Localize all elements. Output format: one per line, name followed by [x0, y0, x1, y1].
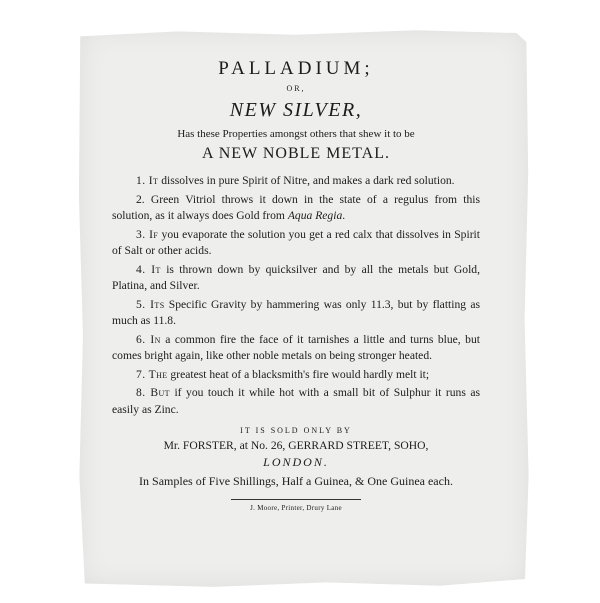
- properties-list: [112, 173, 480, 418]
- property-item: [112, 297, 480, 330]
- property-text: you evaporate the solution you get a red calx that dissolves in Spirit of Salt or other acids.: [112, 227, 481, 257]
- property-lead: 3. If: [136, 227, 159, 241]
- subtitle: NEW SILVER,: [229, 99, 363, 121]
- property-text: greatest heat of a blacksmith's fire would hardly melt it;: [167, 367, 430, 381]
- or-line: OR,: [286, 84, 306, 93]
- property-lead: 8. But: [136, 386, 170, 399]
- printer-imprint: J. Moore, Printer, Drury Lane: [250, 504, 342, 512]
- property-italic: Aqua Regia: [287, 209, 343, 222]
- property-text: Green Vitriol throws it down in the state of a regulus from this solution, as it always does Gold from: [112, 192, 480, 222]
- property-text: if you touch it while hot with a small bit of Sulphur it runs as easily as Zinc.: [112, 386, 480, 416]
- sold-by-line: IT IS SOLD ONLY BY: [240, 426, 352, 435]
- heading: A NEW NOBLE METAL.: [202, 145, 390, 162]
- intro-line: Has these Properties amongst others that shew it to be: [177, 128, 415, 140]
- property-text: Specific Gravity by hammering was only 11.3, but by flatting as much as 11.8.: [112, 297, 480, 327]
- divider: [231, 499, 361, 500]
- property-text: is thrown down by quicksilver and by all the metals but Gold, Platina, and Silver.: [112, 262, 481, 292]
- property-item: [112, 173, 480, 190]
- property-lead: 5. Its: [136, 297, 165, 311]
- property-text: a common fire the face of it tarnishes a little and turns blue, but comes bright again, like other noble metals on being stronger heated.: [112, 332, 480, 362]
- property-item: [112, 332, 480, 365]
- seller-line: Mr. FORSTER, at No. 26, GERRARD STREET, SOHO,: [163, 439, 429, 452]
- property-lead: 2.: [136, 192, 145, 206]
- property-lead: 1. It: [136, 174, 159, 187]
- property-text: dissolves in pure Spirit of Nitre, and makes a dark red solution.: [158, 174, 455, 187]
- title: PALLADIUM;: [218, 58, 374, 79]
- samples-line: In Samples of Five Shillings, Half a Guinea, & One Guinea each.: [139, 474, 453, 488]
- property-item: [112, 385, 480, 418]
- property-item: [112, 262, 480, 295]
- handbill: [112, 52, 480, 512]
- property-lead: 7. The: [136, 367, 168, 381]
- property-lead: 6. In: [136, 332, 161, 346]
- property-lead: 4. It: [136, 262, 161, 276]
- property-item: [112, 227, 480, 260]
- property-item: [112, 367, 480, 384]
- property-item: [112, 192, 480, 225]
- city-line: LONDON.: [263, 455, 329, 469]
- property-end: .: [342, 209, 346, 222]
